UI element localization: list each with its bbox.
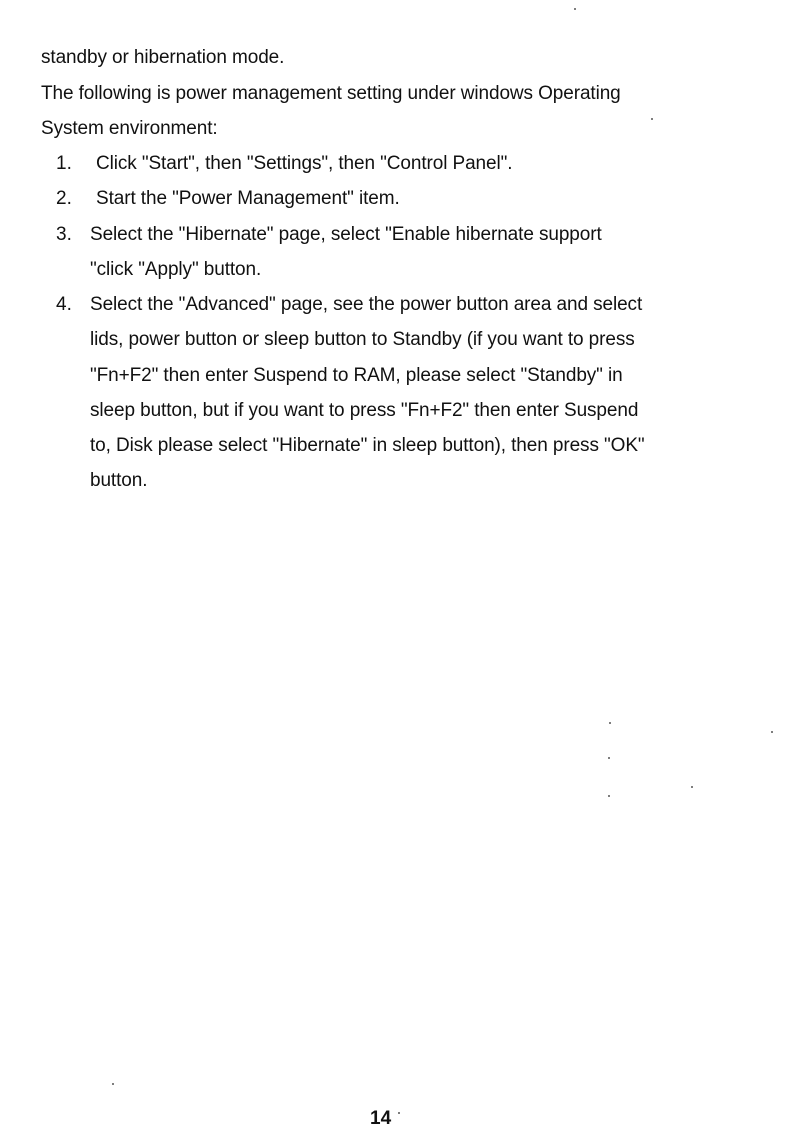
step-number: 3. [56, 224, 72, 245]
paragraph-line: System environment: [41, 118, 218, 139]
scan-speck [651, 118, 653, 120]
scan-speck [771, 731, 773, 733]
step-line: Start the "Power Management" item. [96, 188, 400, 209]
scan-speck [398, 1112, 400, 1114]
step-number: 4. [56, 294, 72, 315]
scan-speck [574, 8, 576, 10]
step-number: 2. [56, 188, 72, 209]
scan-speck [609, 722, 611, 724]
scan-speck [112, 1083, 114, 1085]
step-number: 1. [56, 153, 72, 174]
step-line: Select the "Hibernate" page, select "Enable hibernate support [90, 224, 602, 245]
scan-speck [691, 786, 693, 788]
paragraph-line: standby or hibernation mode. [41, 47, 285, 68]
page-number: 14 [370, 1108, 392, 1129]
step-line: to, Disk please select "Hibernate" in sleep button), then press "OK" [90, 435, 645, 456]
scan-speck [608, 757, 610, 759]
paragraph-line: The following is power management setting under windows Operating [41, 83, 621, 104]
step-line: sleep button, but if you want to press "Fn+F2" then enter Suspend [90, 400, 639, 421]
step-line: "click "Apply" button. [90, 259, 262, 280]
step-line: "Fn+F2" then enter Suspend to RAM, please select "Standby" in [90, 365, 623, 386]
step-line: button. [90, 470, 148, 491]
step-line: Click "Start", then "Settings", then "Control Panel". [96, 153, 513, 174]
step-line: Select the "Advanced" page, see the power button area and select [90, 294, 643, 315]
step-line: lids, power button or sleep button to Standby (if you want to press [90, 329, 635, 350]
scan-speck [608, 795, 610, 797]
